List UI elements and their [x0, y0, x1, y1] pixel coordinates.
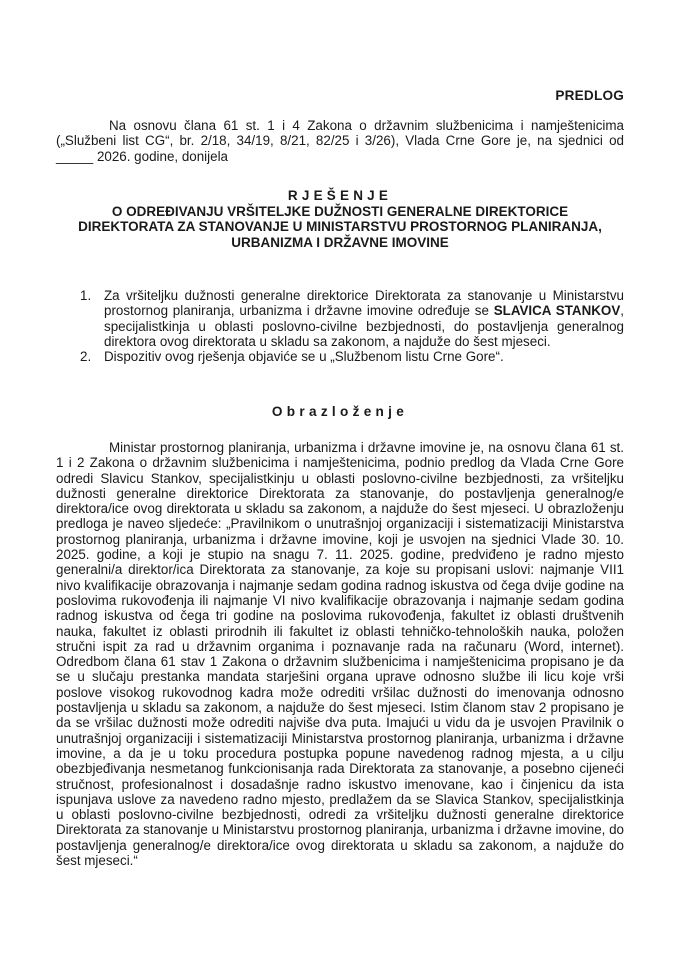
item-text-after: , specijalistkinja u oblasti poslovno-civilne bezbjednosti, do postavljenja generalnog direktora ovog direktorata u skladu sa zakonom, a najduže do šest mjeseci.: [104, 303, 624, 349]
dispositive-list: [80, 288, 624, 364]
decision-title-block: [56, 188, 624, 250]
document-status-label: PREDLOG: [555, 88, 624, 103]
item-text: Dispozitiv ovog rješenja objaviće se u „Službenom listu Crne Gore“.: [104, 349, 504, 365]
decision-subtitle: O ODREĐIVANJU VRŠITELJKE DUŽNOSTI GENERALNE DIREKTORICE DIREKTORATA ZA STANOVANJE U MINISTARSTVU PROSTORNOG PLANIRANJA, URBANIZMA I DRŽAVNE IMOVINE: [78, 203, 602, 250]
dispositive-item: [80, 288, 624, 349]
dispositive-item: [80, 349, 624, 364]
appointee-name: SLAVICA STANKOV: [493, 303, 621, 319]
rationale-paragraph: Ministar prostornog planiranja, urbanizma i državne imovine je, na osnovu člana 61 st. 1 i 2 Zakona o državnim službenicima i namještenicima, podnio predlog da Vlada Crne Gore odredi Slavicu Stankov, specijalistkinju u oblasti poslovno-civilne bezbjednosti, za vršiteljku dužnosti generalne direktorice Direktorata za stanovanje, do postavljenja generalnog/e direktora/ice ovog direktorata u skladu sa zakonom, a najduže do šest mjeseci. U obrazloženju predloga je naveo sljedeće: „Pravilnikom o unutrašnjoj organizaciji i sistematizaciji Ministarstva prostornog planiranja, urbanizma i državne imovine, koji je usvojen na sjednici Vlade 30. 10. 2025. godine, a koji je stupio na snagu 7. 11. 2025. godine, predviđeno je radno mjesto generalni/a direktor/ica Direktorata za stanovanje, za koje su propisani uslovi: najmanje VII1 nivo kvalifikacije obrazovanja i najmanje sedam godina radnog iskustva od čega dvije godine na poslovima rukovođenja ili najmanje VI nivo kvalifikacije obrazovanja i najmanje sedam godina radnog iskustva od čega tri godine na poslovima rukovođenja, fakultet iz oblasti društvenih nauka, fakultet iz oblasti prirodnih ili fakultet iz oblasti tehničko-tehnoloških nauka, položen stručni ispit za rad u državnim organima i poznavanje rada na računaru (Word, internet). Odredbom člana 61 stav 1 Zakona o državnim službenicima i namještenicima propisano je da se u slučaju prestanka mandata starješini organa uprave odnosno službe ili licu koje vrši poslove visokog rukovodnog kadra može odrediti vršilac dužnosti do imenovanja odnosno postavljenja u skladu sa zakonom, a najduže do šest mjeseci. Istim članom stav 2 propisano je da se vršilac dužnosti može odrediti najviše dva puta. Imajući u vidu da je usvojen Pravilnik o unutrašnjoj organizaciji i sistematizaciji Ministarstva prostornog planiranja, urbanizma i državne imovine, a da je u toku procedura postupka popune navedenog radnog mjesta, a u cilju obezbjeđivanja nesmetanog funkcionisanja rada Direktorata za stanovanje, a posebno cijeneći stručnost, profesionalnost i dosadašnje radno iskustvo imenovane, kao i činjenicu da ista ispunjava uslove za navedeno radno mjesto, predlažem da se Slavica Stankov, specijalistkinja u oblasti poslovno-civilne bezbjednosti, odredi za vršiteljku dužnosti generalne direktorice Direktorata za stanovanje u Ministarstvu prostornog planiranja, urbanizma i državne imovine, do postavljenja generalnog/e direktora/ice ovog direktorata u skladu sa zakonom, a najduže do šest mjeseci.“: [56, 440, 624, 869]
decision-heading: RJEŠENJE: [287, 188, 393, 203]
item-number: 2.: [80, 349, 92, 365]
item-text-before: Za vršiteljku dužnosti generalne direktorice Direktorata za stanovanje u Ministarstvu prostornog planiranja, urbanizma i državne imovine određuje se: [104, 288, 624, 319]
preamble-paragraph: Na osnovu člana 61 st. 1 i 4 Zakona o državnim službenicima i namještenicima („Službeni list CG“, br. 2/18, 34/19, 8/21, 82/25 i 3/26), Vlada Crne Gore je, na sjednici od _____ 2026. godine, donijela: [56, 118, 624, 164]
rationale-heading: Obrazloženje: [271, 404, 409, 419]
item-number: 1.: [80, 288, 92, 303]
